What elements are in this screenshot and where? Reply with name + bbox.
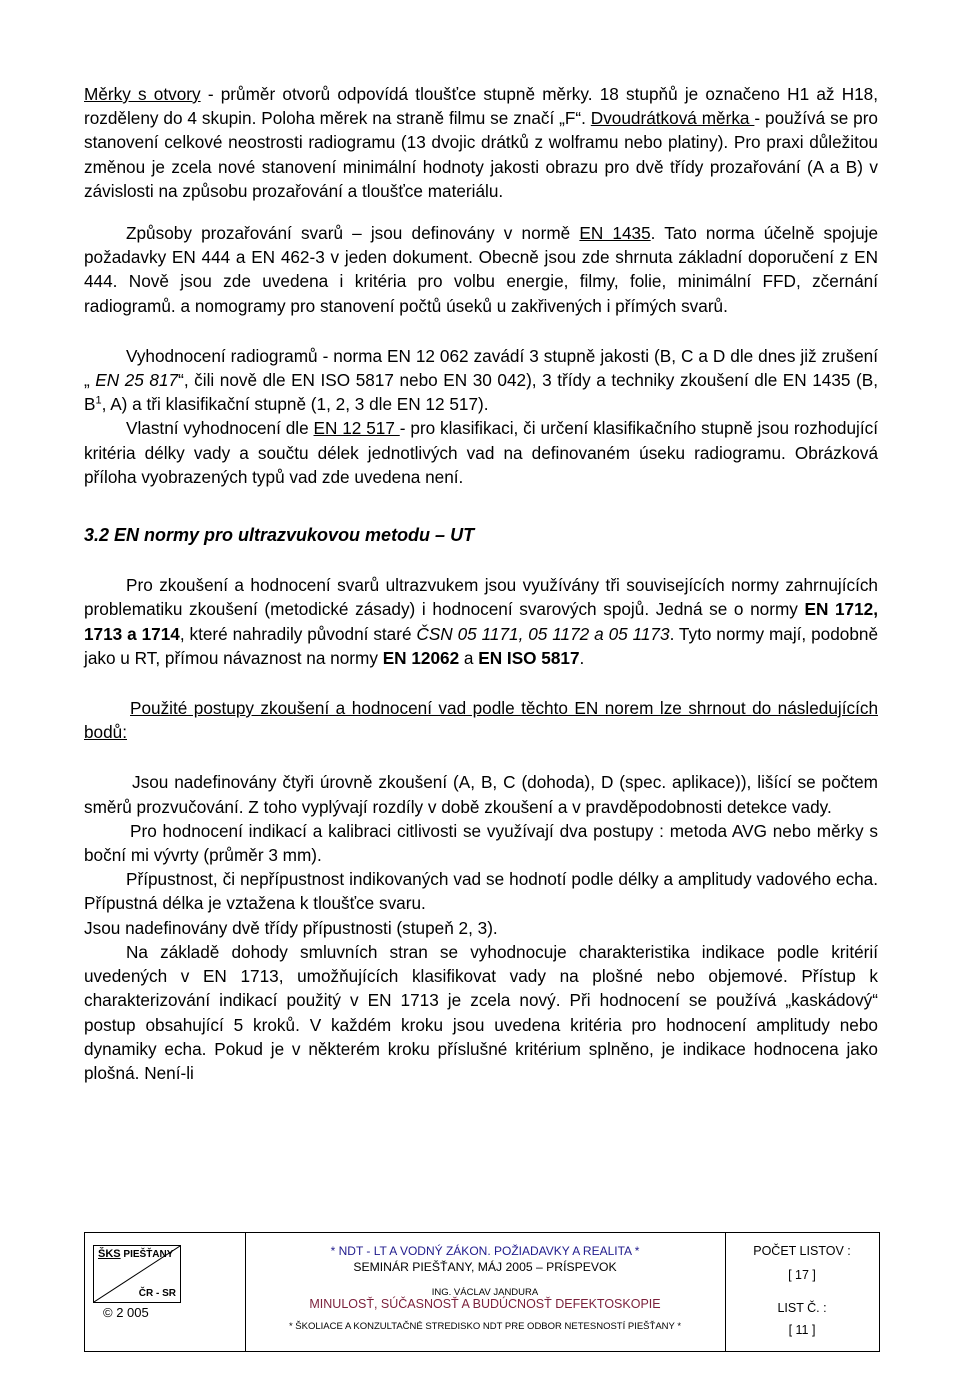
sks-logo bbox=[93, 1245, 181, 1303]
document-body bbox=[84, 82, 878, 1085]
footer-center-cell bbox=[245, 1233, 726, 1351]
text-span: - pro klasifikaci, či určení klasifikačního stupně jsou rozhodující kritéria délky vady a součtu délek jednotlivých vad na definovaném úseku radiogramu. Obrázková příloha vyobrazených typů vad zde uvedena není. bbox=[84, 418, 879, 487]
superscript: 1 bbox=[95, 394, 102, 407]
logo-bottom-text: ČR - SR bbox=[138, 1288, 176, 1299]
norm-en-12062: EN 12062 bbox=[382, 647, 460, 668]
text-span: . bbox=[579, 647, 585, 668]
text-span: . Tyto normy mají, podobně jako u RT, přímou návaznost na normy bbox=[84, 623, 879, 668]
text-span: , A) a tři klasifikační stupně (1, 2, 3 dle EN 12 517). bbox=[101, 394, 489, 415]
footer-author: ING. VÁCLAV JANDURA bbox=[431, 1287, 539, 1298]
paragraph-test-levels: Jsou nadefinovány čtyři úrovně zkoušení (A, B, C (dohoda), D (spec. aplikace)), lišící se počtem směrů prozvučování. Z toho vyplývají rozdíly v době zkoušení a v pravděpodobnosti detekce vady. bbox=[84, 772, 878, 817]
paragraph-own-evaluation bbox=[84, 416, 878, 489]
text-span: Způsoby prozařování svarů – jsou definovány v normě bbox=[126, 223, 580, 244]
paragraph-procedures-intro: Použité postupy zkoušení a hodnocení vad podle těchto EN norem lze shrnout do následujících bodů: bbox=[84, 698, 878, 743]
norm-en-1712: EN 1712 bbox=[804, 599, 874, 620]
paragraph-exposure-methods bbox=[84, 221, 878, 318]
sheet-number-label: LIST Č. : bbox=[777, 1301, 827, 1315]
footer-logo-cell bbox=[85, 1233, 246, 1351]
logo-sks: ŠKS bbox=[98, 1248, 121, 1260]
footer-organization: * ŠKOLIACE A KONZULTAČNÉ STREDISKO NDT PRE ODBOR NETESNOSTÍ PIEŠŤANY * bbox=[288, 1321, 682, 1332]
copyright: © 2 005 bbox=[103, 1305, 149, 1320]
norm-en-25817: EN 25 817 bbox=[95, 370, 179, 391]
sheet-count-value: [ 17 ] bbox=[788, 1268, 816, 1282]
paragraph-calibration: Pro hodnocení indikací a kalibraci citlivosti se využívají dva postupy : metoda AVG nebo měrky s boční mi vývrty (průměr 3 mm). bbox=[84, 820, 878, 866]
logo-town: PIEŠŤANY bbox=[123, 1249, 174, 1260]
paragraph-characterization: Na základě dohody smluvních stran se vyhodnocuje charakteristika indikace podle kritérií uvedených v EN 1713, umožňujících klasifikovat vady na plošné nebo objemové. Přístup k charakterizování indikací použitý v EN 1713 je zcela nový. Při hodnocení se používá „kaskádový“ postup obsahující 5 kroků. V každém kroku jsou uvedena kritéria pro hodnocení amplitudy nebo dynamiky echa. Pokud je v některém kroku příslušné kritérium splněno, je indikace hodnocena jako plošná. Není-li bbox=[84, 941, 878, 1083]
term-duplex-wire-gauge: Dvoudrátková měrka bbox=[590, 108, 755, 129]
sheet-count-label: POČET LISTOV : bbox=[753, 1244, 851, 1258]
text-span: a bbox=[459, 647, 479, 668]
page-footer bbox=[84, 1232, 880, 1352]
term-gauges-with-holes: Měrky s otvory bbox=[84, 84, 201, 104]
paragraph-gauges bbox=[84, 82, 878, 203]
paragraph-radiogram-evaluation bbox=[84, 344, 878, 417]
text-span: Pro zkoušení a hodnocení svarů ultrazvukem jsou využívány tři souvisejících normy zahrnujících problematiku zkoušení (metodické zásady) i hodnocení svarových spojů. Jedná se o normy bbox=[84, 575, 878, 620]
footer-topic: MINULOSŤ, SÚČASNOSŤ A BUDÚCNOSŤ DEFEKTOSKOPIE bbox=[309, 1297, 661, 1311]
text-span: . Tato norma účelně spojuje požadavky EN 444 a EN 462-3 v jeden dokument. Obecně jsou zde shrnuta základní doporučení z EN 444. Nově jsou zde uvedena i kritéria pro volbu energie, filmy, folie, minimální FFD, zčernání radiogramů. a nomogramy pro stanovení počtů úseků u zakřivených i přímých svarů. bbox=[84, 223, 879, 316]
norm-en-1435: EN 1435 bbox=[579, 223, 651, 244]
paragraph-acceptance: Přípustnost, či nepřípustnost indikovaných vad se hodnotí podle délky a amplitudy vadového echa. Přípustná délka je vztažena k tloušťce svaru. bbox=[84, 869, 878, 914]
footer-event-title: * NDT - LT A VODNÝ ZÁKON. POŽIADAVKY A REALITA * bbox=[330, 1244, 640, 1258]
text-span: - průměr otvorů odpovídá tloušťce stupně měrky. 18 stupňů je označeno H1 až H18, rozděleny do 4 skupin. Poloha měrek na straně filmu se značí „F“. bbox=[84, 84, 878, 129]
norm-en-12517: EN 12 517 bbox=[313, 418, 400, 439]
footer-page-cell bbox=[725, 1233, 879, 1351]
logo-top-text bbox=[98, 1248, 173, 1260]
section-heading: 3.2 EN normy pro ultrazvukovou metodu – UT bbox=[84, 525, 475, 546]
norm-csn: ČSN 05 1171, 05 1172 a 05 1173 bbox=[416, 623, 670, 644]
paragraph-acceptance-classes: Jsou nadefinovány dvě třídy přípustnosti (stupeň 2, 3). bbox=[84, 917, 498, 938]
paragraph-ut-norms bbox=[84, 573, 878, 670]
text-span: Vyhodnocení radiogramů - norma EN 12 062 zavádí 3 stupně jakosti (B, C a D dle dnes již zrušení „ bbox=[84, 345, 878, 391]
footer-seminar: SEMINÁR PIEŠŤANY, MÁJ 2005 – PRÍSPEVOK bbox=[353, 1260, 617, 1274]
text-span: - používá se pro stanovení celkové neostrosti radiogramu (13 dvojic drátků z wolframu nebo platiny). Pro praxi důležitou změnou je zcela nové stanovení minimální hodnoty jakosti obrazu pro dvě třídy prozařování (A a B) v závislosti na způsobu prozařování a tloušťce materiálu. bbox=[84, 108, 878, 201]
text-span: Vlastní vyhodnocení dle bbox=[126, 418, 314, 439]
text-span: “, čili nově dle EN ISO 5817 nebo EN 30 042), 3 třídy a techniky zkoušení dle EN 1435 (B, B bbox=[84, 370, 878, 415]
text-span: , které nahradily původní staré bbox=[179, 623, 417, 644]
sheet-number-value: [ 11 ] bbox=[788, 1323, 816, 1337]
norm-en-iso-5817: EN ISO 5817 bbox=[478, 647, 580, 668]
norm-1713-1714: 1713 a 1714 bbox=[84, 623, 180, 644]
text-span: , bbox=[873, 599, 878, 620]
